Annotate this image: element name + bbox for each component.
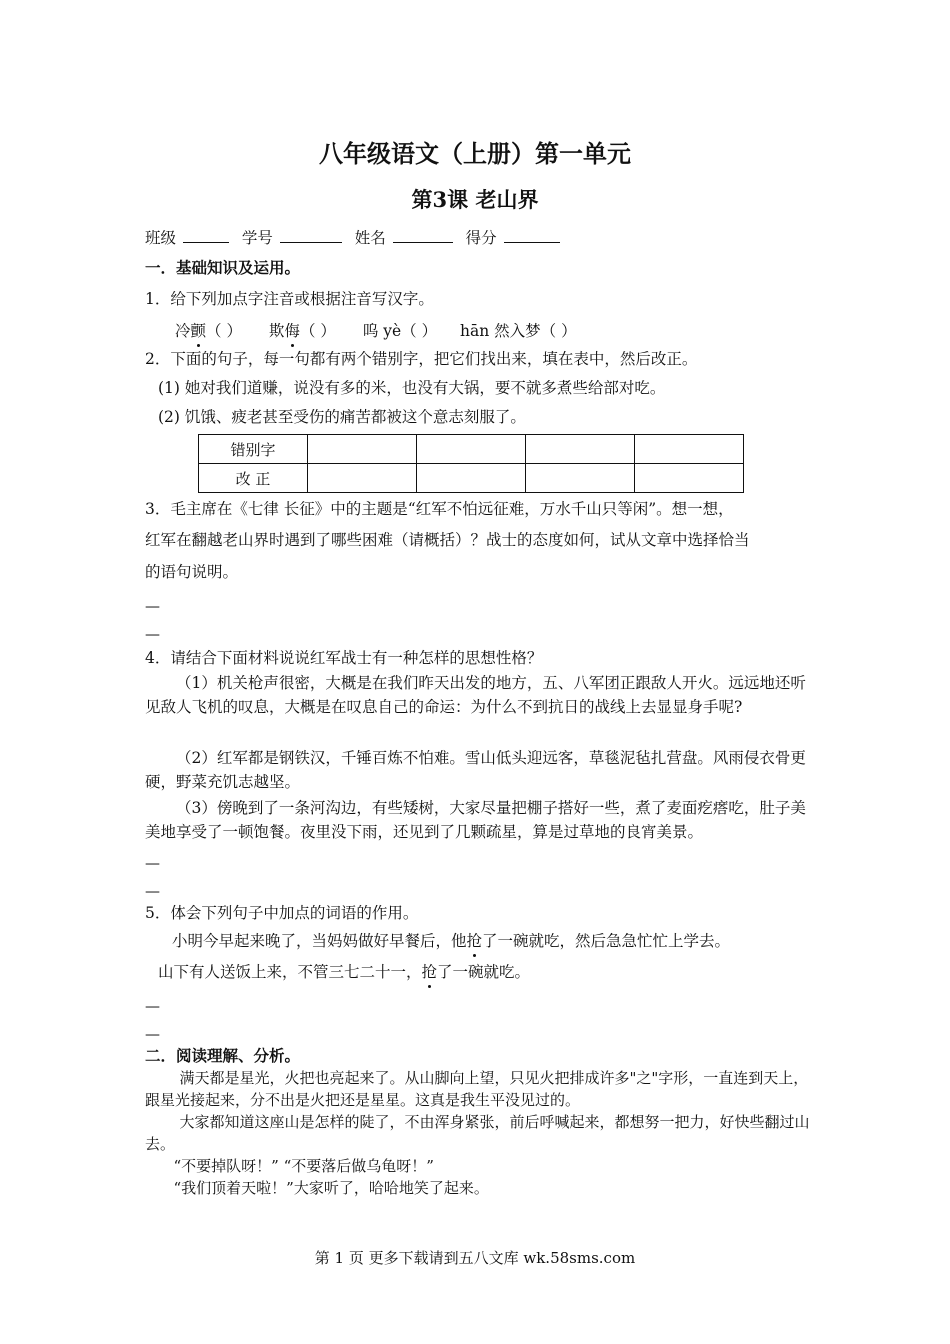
page-title: 八年级语文（上册）第一单元 [319, 139, 631, 168]
q1-prompt: 1．给下列加点字注音或根据注音写汉字。 [145, 290, 434, 308]
correction-table [198, 434, 744, 493]
answer-line[interactable]: — [145, 1025, 160, 1043]
q4-material-2: （2）红军都是钢铁汉，千锤百炼不怕难。雪山低头迎远客，草毯泥毡扎营盘。风雨侵衣骨更硬，野菜充饥志越坚。 [145, 749, 806, 791]
section-1-heading: 一．基础知识及运用。 [145, 258, 301, 277]
page-footer: 第 1 页 更多下载请到五八文库 wk.58sms.com [314, 1249, 636, 1267]
q1-item-1: 冷颤（ ） [175, 322, 242, 340]
table-header-correct: 改 正 [199, 464, 308, 493]
table-row [199, 464, 744, 493]
answer-line[interactable]: — [145, 854, 160, 872]
q5-prompt: 5．体会下列句子中加点的词语的作用。 [145, 904, 419, 922]
class-label: 班级 [145, 229, 177, 247]
q1-item-3: 呜 yè（ ） [362, 322, 438, 340]
table-cell[interactable] [417, 435, 526, 464]
q5-sentence-2: 山下有人送饭上来，不管三七二十一，抢了一碗就吃。 [158, 963, 531, 981]
table-row [199, 435, 744, 464]
info-line [145, 227, 562, 249]
table-cell[interactable] [308, 464, 417, 493]
lesson-title: 第3课 老山界 [411, 187, 539, 212]
reading-paragraph-2: 大家都知道这座山是怎样的陡了，不由浑身紧张，前后呼喊起来，都想努一把力，好快些翻过山去。 [145, 1113, 810, 1153]
number-label: 学号 [241, 229, 273, 247]
q1-item-4: hān 然入梦（ ） [460, 322, 577, 340]
answer-line[interactable]: — [145, 597, 160, 615]
table-cell[interactable] [526, 435, 635, 464]
answer-line[interactable]: — [145, 625, 160, 643]
table-cell[interactable] [417, 464, 526, 493]
name-blank[interactable] [393, 227, 453, 243]
q3-line-3: 的语句说明。 [145, 563, 239, 581]
reading-paragraph-3: “不要掉队呀！” “不要落后做乌龟呀！” [173, 1157, 434, 1175]
q1-items [175, 320, 577, 342]
section-2-heading: 二．阅读理解、分析。 [145, 1046, 301, 1065]
table-header-wrong: 错别字 [199, 435, 308, 464]
answer-line[interactable]: — [145, 997, 160, 1015]
q4-prompt: 4．请结合下面材料说说红军战士有一种怎样的思想性格？ [145, 649, 543, 667]
score-blank[interactable] [504, 227, 560, 243]
dotted-word: 抢 [466, 932, 483, 950]
answer-line[interactable]: — [145, 882, 160, 900]
score-label: 得分 [465, 229, 497, 247]
reading-paragraph-1: 满天都是星光，火把也亮起来了。从山脚向上望，只见火把排成许多"之"字形，一直连到天上，跟星光接起来，分不出是火把还是星星。这真是我生平没见过的。 [145, 1069, 809, 1109]
dotted-word: 抢 [421, 963, 438, 981]
table-cell[interactable] [526, 464, 635, 493]
q4-material-3: （3）傍晚到了一条河沟边，有些矮树，大家尽量把棚子搭好一些，煮了麦面疙瘩吃，肚子美美地享受了一顿饱餐。夜里没下雨，还见到了几颗疏星，算是过草地的良宵美景。 [145, 799, 806, 841]
table-cell[interactable] [308, 435, 417, 464]
class-blank[interactable] [183, 227, 229, 243]
name-label: 姓名 [354, 229, 386, 247]
reading-paragraph-4: “我们顶着天啦！”大家听了，哈哈地笑了起来。 [173, 1179, 489, 1197]
q5-sentence-1: 小明今早起来晚了，当妈妈做好早餐后，他抢了一碗就吃，然后急急忙忙上学去。 [172, 932, 731, 950]
q2-prompt: 2．下面的句子，每一句都有两个错别字，把它们找出来，填在表中，然后改正。 [145, 350, 698, 368]
number-blank[interactable] [280, 227, 342, 243]
q3-line-2: 红军在翻越老山界时遇到了哪些困难（请概括）？战士的态度如何，试从文章中选择恰当 [145, 531, 750, 549]
q2-sentence-2: (2) 饥饿、疲老甚至受伤的痛苦都被这个意志刻服了。 [158, 408, 526, 426]
q3-line-1: 3．毛主席在《七律 长征》中的主题是“红军不怕远征难，万水千山只等闲”。想一想， [145, 500, 734, 518]
q2-sentence-1: (1) 她对我们道赚，说没有多的米，也没有大锅，要不就多煮些给部对吃。 [158, 379, 666, 397]
table-cell[interactable] [635, 464, 744, 493]
q4-material-1: （1）机关枪声很密，大概是在我们昨天出发的地方，五、八军团正跟敌人开火。远远地还听见敌人飞机的叹息，大概是在叹息自己的命运：为什么不到抗日的战线上去显显身手呢? [145, 674, 806, 716]
table-cell[interactable] [635, 435, 744, 464]
q1-item-2: 欺侮（ ） [268, 322, 336, 340]
